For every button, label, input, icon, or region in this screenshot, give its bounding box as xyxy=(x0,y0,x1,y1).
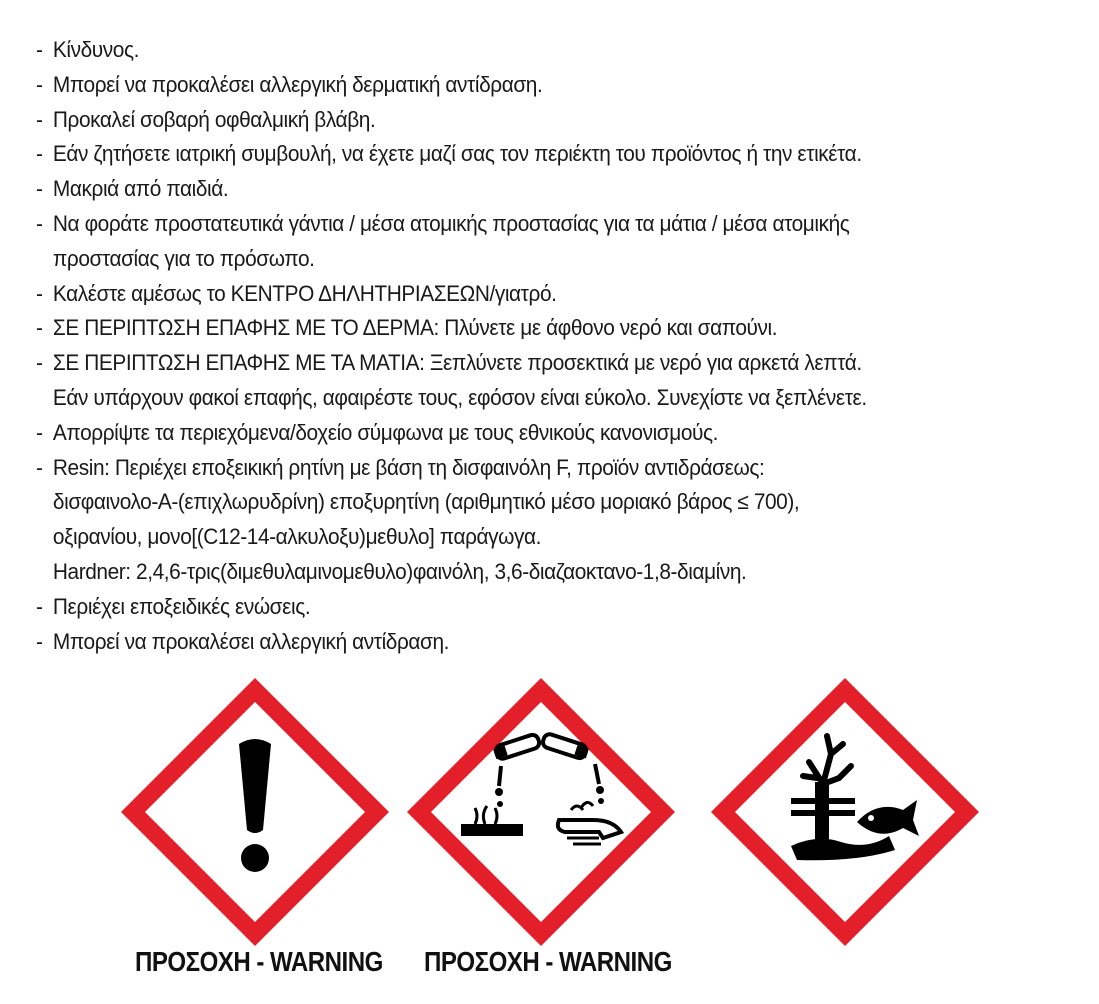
exclamation-pictogram xyxy=(117,674,393,950)
hazard-statement xyxy=(36,346,1023,416)
hazard-statement xyxy=(36,103,1023,138)
environment-pictogram xyxy=(707,674,983,950)
bullet-dash: - xyxy=(36,454,43,480)
bullet-dash: - xyxy=(36,210,43,236)
hazard-statement xyxy=(36,311,1023,346)
bullet-dash: - xyxy=(36,280,43,306)
statement-line: Μακριά από παιδιά. xyxy=(52,176,229,202)
bullet-dash: - xyxy=(36,176,43,202)
exclamation-mark-icon xyxy=(117,674,393,950)
hazard-statements-list xyxy=(36,33,1023,659)
statement-line: προστασίας για το πρόσωπο. xyxy=(52,245,315,271)
hazard-statement xyxy=(36,68,1023,103)
statement-line: Μπορεί να προκαλέσει αλλεργική αντίδραση. xyxy=(52,628,450,654)
statement-line: Προκαλεί σοβαρή οφθαλμική βλάβη. xyxy=(52,106,376,132)
signal-word-1: ΠΡΟΣΟΧΗ - WARNING xyxy=(135,946,383,977)
corrosion-pictogram xyxy=(403,674,679,950)
hazard-statement xyxy=(36,416,1023,451)
hazard-statement xyxy=(36,625,1023,660)
bullet-dash: - xyxy=(36,419,43,445)
hazard-statement xyxy=(36,207,1023,277)
hazard-statement xyxy=(36,277,1023,312)
hazard-statement xyxy=(36,33,1023,68)
statement-line: Hardner: 2,4,6-τρις(διμεθυλαμινομεθυλο)φαινόλη, 3,6-διαζαοκτανο-1,8-διαμίνη. xyxy=(52,558,747,584)
statement-line: Απορρίψτε τα περιεχόμενα/δοχείο σύμφωνα με τους εθνικούς κανονισμούς. xyxy=(52,419,719,445)
statement-line: Εάν υπάρχουν φακοί επαφής, αφαιρέστε τους, εφόσον είναι εύκολο. Συνεχίστε να ξεπλένετε. xyxy=(52,384,867,410)
hazard-statement xyxy=(36,172,1023,207)
statement-line: Εάν ζητήσετε ιατρική συμβουλή, να έχετε μαζί σας τον περιέκτη του προϊόντος ή την ετικέτα. xyxy=(52,141,862,167)
bullet-dash: - xyxy=(36,315,43,341)
bullet-dash: - xyxy=(36,37,43,62)
statement-line: Κίνδυνος. xyxy=(52,37,139,62)
hazard-statement xyxy=(36,137,1023,172)
bullet-dash: - xyxy=(36,350,43,376)
statement-line: οξιρανίου, μονο[(C12-14-αλκυλοξυ)μεθυλο] παράγωγα. xyxy=(52,524,542,550)
statement-line: ΣΕ ΠΕΡΙΠΤΩΣΗ ΕΠΑΦΗΣ ΜΕ ΤΑ ΜΑΤΙΑ: Ξεπλύνετε προσεκτικά με νερό για αρκετά λεπτά. xyxy=(52,350,862,376)
statement-line: ΣΕ ΠΕΡΙΠΤΩΣΗ ΕΠΑΦΗΣ ΜΕ ΤΟ ΔΕΡΜΑ: Πλύνετε με άφθονο νερό και σαπούνι. xyxy=(52,315,778,341)
bullet-dash: - xyxy=(36,628,43,654)
environment-hazard-icon xyxy=(707,674,983,950)
bullet-dash: - xyxy=(36,593,43,619)
hazard-statement xyxy=(36,451,1023,590)
statement-line: Resin: Περιέχει εποξεικική ρητίνη με βάση τη δισφαινόλη F, προϊόν αντιδράσεως: xyxy=(52,454,765,480)
signal-word-2: ΠΡΟΣΟΧΗ - WARNING xyxy=(424,946,672,977)
hazard-statement xyxy=(36,590,1023,625)
statement-line: Να φοράτε προστατευτικά γάντια / μέσα ατομικής προστασίας για τα μάτια / μέσα ατομικής xyxy=(52,210,850,236)
statement-line: Μπορεί να προκαλέσει αλλεργική δερματική αντίδραση. xyxy=(52,71,543,97)
bullet-dash: - xyxy=(36,106,43,132)
statement-line: Καλέστε αμέσως το ΚΕΝΤΡΟ ΔΗΛΗΤΗΡΙΑΣΕΩΝ/γιατρό. xyxy=(52,280,557,306)
bullet-dash: - xyxy=(36,71,43,97)
statement-line: δισφαινολο-Α-(επιχλωρυδρίνη) εποξυρητίνη (αριθμητικό μέσο μοριακό βάρος ≤ 700), xyxy=(52,489,800,515)
bullet-dash: - xyxy=(36,141,43,167)
corrosion-icon xyxy=(403,674,679,950)
statement-line: Περιέχει εποξειδικές ενώσεις. xyxy=(52,593,311,619)
